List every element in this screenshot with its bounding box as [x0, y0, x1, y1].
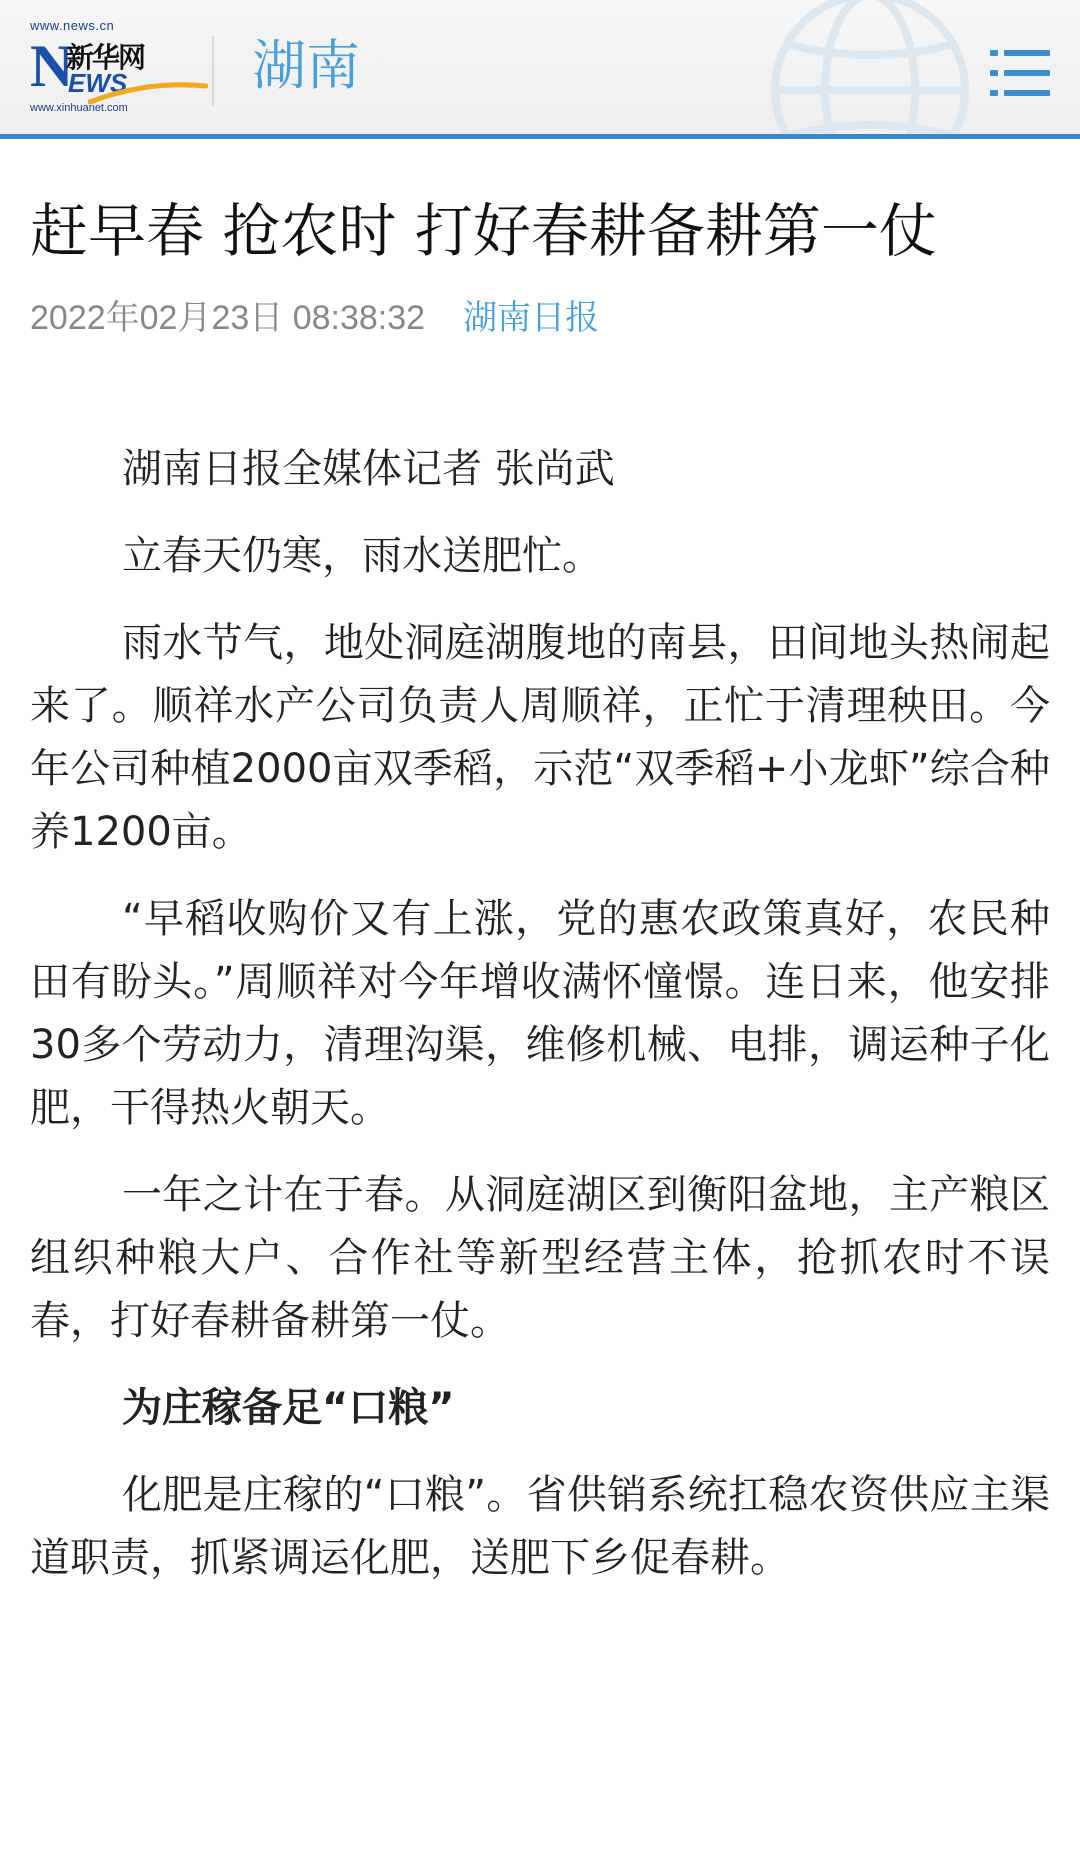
- channel-name[interactable]: 湖南: [252, 34, 360, 97]
- article-paragraph: 雨水节气，地处洞庭湖腹地的南县，田间地头热闹起来了。顺祥水产公司负责人周顺祥，正忙于清理秧田。今年公司种植2000亩双季稻，示范“双季稻+小龙虾”综合种养1200亩。: [30, 620, 1050, 855]
- logo-url-bottom: www.xinhuanet.com: [30, 102, 128, 114]
- globe-decoration: [700, 0, 1000, 134]
- logo-name: 新华网: [66, 41, 145, 74]
- site-header: [0, 0, 1080, 134]
- xinhua-logo[interactable]: [28, 18, 188, 122]
- header-accent-line: [0, 134, 1080, 139]
- logo-url-top: www.news.cn: [30, 18, 115, 33]
- publish-datetime: 2022年02月23日 08:38:32: [30, 299, 426, 337]
- article-paragraph: 化肥是庄稼的“口粮”。省供销系统扛稳农资供应主渠道职责，抓紧调运化肥，送肥下乡促春耕。: [30, 1472, 1050, 1581]
- article-paragraph: “早稻收购价又有上涨，党的惠农政策真好，农民种田有盼头。”周顺祥对今年增收满怀憧憬。连日来，他安排30多个劳动力，清理沟渠，维修机械、电排，调运种子化肥，干得热火朝天。: [30, 896, 1050, 1131]
- byline: 湖南日报全媒体记者 张尚武: [122, 446, 615, 492]
- article-body: [30, 438, 1050, 1614]
- article-paragraph: 一年之计在于春。从洞庭湖区到衡阳盆地，主产粮区组织种粮大户、合作社等新型经营主体，抢抓农时不误春，打好春耕备耕第一仗。: [30, 1172, 1050, 1344]
- source-link[interactable]: 湖南日报: [463, 298, 600, 338]
- section-heading: 为庄稼备足“口粮”: [122, 1385, 455, 1431]
- header-divider: [212, 36, 214, 106]
- article-title: 赶早春 抢农时 打好春耕备耕第一仗: [30, 197, 937, 265]
- logo-ews-letters: EWS: [68, 68, 128, 98]
- article-paragraph: 立春天仍寒，雨水送肥忙。: [122, 533, 602, 579]
- article-meta: [30, 296, 599, 340]
- menu-button[interactable]: [990, 48, 1050, 98]
- hamburger-menu-icon: [990, 48, 1050, 98]
- logo-n-letter: N: [30, 33, 74, 99]
